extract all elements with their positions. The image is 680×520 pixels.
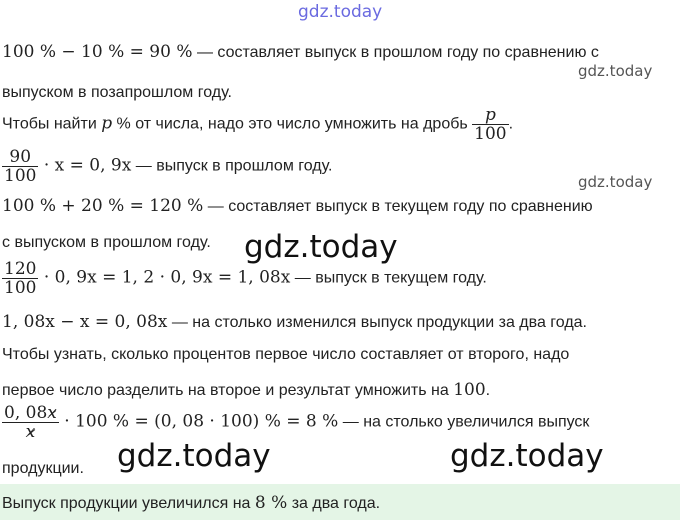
period: . xyxy=(508,115,514,133)
answer-line xyxy=(2,493,380,513)
line-1 xyxy=(2,42,599,62)
watermark-top: gdz.today xyxy=(298,2,383,22)
line-text: выпуском в позапрошлом году. xyxy=(2,84,232,101)
fraction-numerator: p xyxy=(484,105,496,125)
watermark-large-2: gdz.today xyxy=(117,438,271,474)
fraction-denominator: 100 xyxy=(474,124,507,144)
math-expression: · 0, 9x = 1, 2 · 0, 9x = 1, 08x xyxy=(38,267,291,288)
line-5 xyxy=(2,196,593,216)
line-text: Чтобы найти xyxy=(2,115,102,133)
line-12 xyxy=(2,460,84,478)
watermark-large-3: gdz.today xyxy=(450,438,604,474)
line-10 xyxy=(2,380,490,400)
math-expression: · x = 0, 9x xyxy=(38,155,132,176)
watermark-small-1: gdz.today xyxy=(578,62,653,80)
line-11 xyxy=(2,404,589,441)
line-3 xyxy=(2,106,513,143)
cancelled-variable: x xyxy=(47,403,57,423)
line-9 xyxy=(2,346,569,364)
line-text: Чтобы узнать, сколько процентов первое число составляет от второго, надо xyxy=(2,346,570,363)
line-8 xyxy=(2,312,587,332)
line-text: % от числа, надо это число умножить на дробь xyxy=(112,115,473,133)
line-text: — на столько увеличился выпуск xyxy=(338,413,590,431)
line-text: — выпуск в текущем году. xyxy=(290,269,487,287)
answer-value: 8 % xyxy=(254,493,288,513)
period: . xyxy=(485,382,491,399)
fraction xyxy=(2,260,38,297)
answer-box xyxy=(0,484,680,520)
watermark-small-2: gdz.today xyxy=(578,173,653,191)
fraction-numerator: 120 xyxy=(4,259,37,279)
answer-text: Выпуск продукции увеличился на xyxy=(2,495,255,512)
line-text: — составляет выпуск в прошлом году по сравнению с xyxy=(192,44,599,61)
cancelled-variable: x xyxy=(25,422,36,442)
line-6 xyxy=(2,234,211,252)
line-text: продукции. xyxy=(2,460,84,477)
math-expression: · 100 % = (0, 08 · 100) % = 8 % xyxy=(58,411,339,432)
line-text: — на столько изменился выпуск продукции за два года. xyxy=(167,314,587,331)
fraction xyxy=(472,106,508,143)
fraction xyxy=(2,148,38,185)
fraction-denominator xyxy=(2,422,59,441)
fraction-numerator: 90 xyxy=(9,147,32,167)
line-text: первое число разделить на второе и результат умножить на xyxy=(2,382,454,399)
answer-text: за два года. xyxy=(287,495,381,512)
fraction xyxy=(2,404,59,441)
fraction-denominator: 100 xyxy=(4,278,37,298)
math-variable: p xyxy=(101,113,113,134)
math-number: 100 xyxy=(453,380,486,400)
watermark-large-1: gdz.today xyxy=(244,229,398,265)
math-expression: 1, 08x − x = 0, 08x xyxy=(2,312,168,332)
math-expression: 100 % + 20 % = 120 % xyxy=(2,196,204,216)
fraction-denominator: 100 xyxy=(4,166,37,186)
line-2 xyxy=(2,84,232,102)
line-4 xyxy=(2,148,332,185)
line-text: — выпуск в прошлом году. xyxy=(131,157,333,175)
line-text: — составляет выпуск в текущем году по сравнению xyxy=(203,198,593,215)
math-expression: 100 % − 10 % = 90 % xyxy=(2,42,193,62)
line-text: с выпуском в прошлом году. xyxy=(2,234,211,251)
numerator-coefficient: 0, 08 xyxy=(4,403,48,423)
fraction-numerator xyxy=(2,404,59,422)
line-7 xyxy=(2,260,487,297)
